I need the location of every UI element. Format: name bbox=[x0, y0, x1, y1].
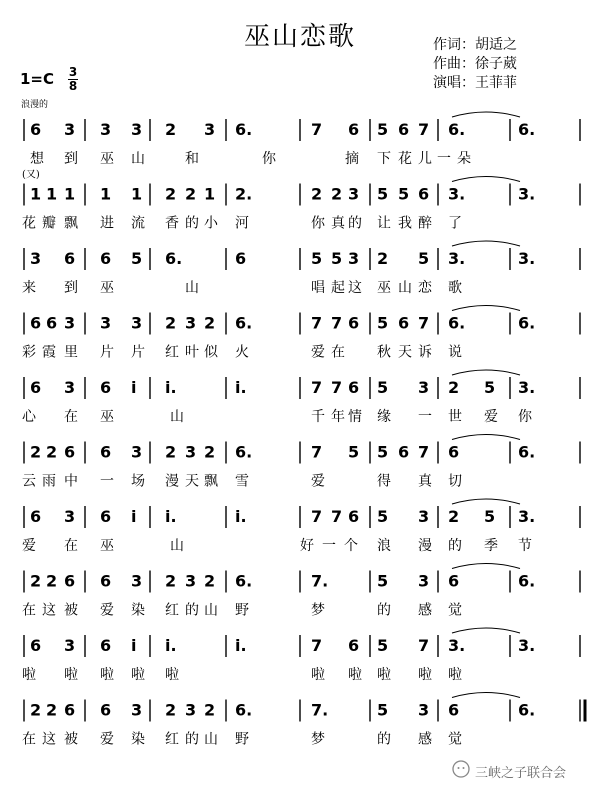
tie-slur bbox=[452, 306, 520, 311]
lyric-character: 感 bbox=[418, 602, 432, 619]
note: 2 bbox=[204, 571, 216, 591]
tempo-marking: 浪漫的 bbox=[21, 100, 49, 110]
note: 6 bbox=[30, 313, 42, 333]
lyric-character: 觉 bbox=[448, 602, 462, 619]
lyric-character: 巫 bbox=[100, 538, 114, 554]
meter-top: 3 bbox=[68, 65, 78, 79]
lyric-character: 让 bbox=[377, 215, 391, 232]
note: 3 bbox=[131, 571, 143, 591]
note: 3. bbox=[448, 636, 466, 655]
lyric-character: 好 bbox=[300, 538, 314, 554]
note: 6. bbox=[235, 442, 253, 462]
lyric-character: 想 bbox=[30, 151, 44, 167]
lyric-character: 啦 bbox=[100, 667, 114, 683]
lyric-character: 山 bbox=[204, 731, 218, 748]
note: 5 bbox=[377, 571, 389, 591]
lyric-character: 你 bbox=[262, 151, 276, 167]
note: 7 bbox=[418, 442, 430, 462]
note: 5 bbox=[377, 313, 389, 333]
note: 3 bbox=[348, 249, 360, 268]
lyric-character: 啦 bbox=[448, 667, 462, 683]
note: i bbox=[131, 507, 137, 526]
lyric-character: 进 bbox=[100, 215, 114, 232]
note: 5 bbox=[377, 184, 389, 204]
note: 3 bbox=[64, 313, 76, 333]
note: 7 bbox=[331, 507, 343, 526]
note: 5 bbox=[131, 249, 143, 268]
note: 3 bbox=[100, 120, 112, 139]
meter-bottom: 8 bbox=[68, 79, 78, 93]
note: 2 bbox=[165, 184, 177, 204]
note: 3 bbox=[131, 120, 143, 139]
lyric-character: 一 bbox=[100, 473, 114, 490]
note: 6 bbox=[30, 636, 42, 655]
lyric-character: 巫 bbox=[377, 280, 391, 296]
note: 2 bbox=[448, 378, 460, 397]
note: 3 bbox=[185, 571, 197, 591]
note: 6 bbox=[448, 571, 460, 591]
lyric-character: 巫 bbox=[100, 409, 114, 425]
lyric-character: 啦 bbox=[418, 667, 432, 683]
lyric-character: 啦 bbox=[131, 667, 145, 683]
note: 6. bbox=[448, 313, 466, 333]
lyric-character: 了 bbox=[448, 215, 462, 232]
note: 3 bbox=[131, 700, 143, 720]
lyric-character: 啦 bbox=[165, 667, 179, 683]
note: 3 bbox=[204, 120, 216, 139]
note: 6. bbox=[165, 249, 183, 268]
note: 3 bbox=[131, 313, 143, 333]
note: 3 bbox=[64, 636, 76, 655]
lyric-character: 香 bbox=[165, 215, 179, 232]
lyric-character: 山 bbox=[131, 151, 145, 167]
lyric-character: 在 bbox=[64, 409, 78, 425]
note: 6 bbox=[64, 442, 76, 462]
note: 6. bbox=[235, 700, 253, 720]
note: 6 bbox=[30, 378, 42, 397]
lyric-character: 梦 bbox=[311, 731, 325, 748]
note: 2 bbox=[30, 700, 42, 720]
note: 7 bbox=[311, 442, 323, 462]
note: 6 bbox=[418, 184, 430, 204]
lyric-character: 被 bbox=[64, 731, 78, 748]
note: 2 bbox=[204, 313, 216, 333]
lyric-character: 切 bbox=[448, 473, 462, 490]
lyric-character: 花 bbox=[22, 215, 36, 232]
note: 6 bbox=[100, 378, 112, 397]
note: 7 bbox=[418, 120, 430, 139]
lyric-character: 来 bbox=[22, 280, 36, 296]
note: 3 bbox=[348, 184, 360, 204]
note: 5 bbox=[398, 184, 410, 204]
note: 3 bbox=[185, 442, 197, 462]
note: 7. bbox=[311, 571, 329, 591]
lyric-character: 天 bbox=[185, 473, 199, 490]
lyric-character: 觉 bbox=[448, 731, 462, 748]
lyric-character: 千 bbox=[311, 409, 325, 425]
note: 6 bbox=[448, 700, 460, 720]
note: 6. bbox=[235, 120, 253, 139]
note: 2 bbox=[204, 442, 216, 462]
lyric-character: 飘 bbox=[64, 215, 78, 232]
lyric-character: 片 bbox=[131, 344, 145, 361]
lyric-character: 下 bbox=[377, 151, 391, 167]
lyric-character: 起 bbox=[331, 280, 345, 296]
lyric-character: 歌 bbox=[448, 280, 462, 296]
lyric-character: 啦 bbox=[377, 667, 391, 683]
lyric-character: 的 bbox=[185, 215, 199, 232]
tie-slur bbox=[452, 241, 520, 246]
note: 6. bbox=[235, 571, 253, 591]
key-signature: 1=C bbox=[20, 70, 55, 88]
note: 3. bbox=[518, 507, 536, 526]
note: 5 bbox=[484, 378, 496, 397]
lyric-character: 感 bbox=[418, 731, 432, 748]
note: 6 bbox=[100, 442, 112, 462]
singer-credit: 演唱：王菲菲 bbox=[433, 75, 517, 91]
tie-slur bbox=[452, 499, 520, 504]
note: 6 bbox=[64, 700, 76, 720]
lyric-character: 在 bbox=[22, 602, 36, 619]
note: 6. bbox=[518, 700, 536, 720]
lyric-character: 这 bbox=[42, 731, 56, 748]
lyric-character: 唱 bbox=[311, 280, 325, 296]
note: 3. bbox=[518, 184, 536, 204]
note: 6 bbox=[64, 571, 76, 591]
lyric-character: 的 bbox=[448, 538, 462, 554]
lyric-character: 啦 bbox=[348, 667, 362, 683]
note: 3 bbox=[418, 571, 430, 591]
wechat-logo-icon bbox=[452, 760, 470, 778]
lyricist-credit: 作词：胡适之 bbox=[433, 37, 517, 53]
lyric-character: 爱 bbox=[100, 731, 114, 748]
note: i. bbox=[235, 378, 247, 397]
note: 5 bbox=[348, 442, 360, 462]
note: 7 bbox=[311, 313, 323, 333]
note: 1 bbox=[100, 184, 112, 204]
note: i. bbox=[165, 378, 177, 397]
note: 5 bbox=[484, 507, 496, 526]
note: 7 bbox=[311, 120, 323, 139]
note: 7 bbox=[418, 636, 430, 655]
note: 6 bbox=[100, 636, 112, 655]
tie-slur bbox=[452, 112, 520, 117]
lyric-character: 山 bbox=[170, 538, 184, 554]
tie-slur bbox=[452, 370, 520, 375]
lyric-character: 这 bbox=[348, 280, 362, 296]
lyric-character: 爱 bbox=[22, 538, 36, 554]
lyric-character: 真 bbox=[331, 215, 345, 232]
lyric-character: 流 bbox=[131, 215, 145, 232]
repeat-mark: (又) bbox=[22, 169, 40, 181]
note: i. bbox=[165, 507, 177, 526]
note: 2 bbox=[46, 571, 58, 591]
lyric-character: 诉 bbox=[418, 344, 432, 361]
note: 6. bbox=[518, 442, 536, 462]
tie-slur bbox=[452, 628, 520, 633]
lyric-character: 在 bbox=[331, 344, 345, 361]
lyric-character: 季 bbox=[484, 538, 498, 554]
note: 6 bbox=[348, 120, 360, 139]
lyric-character: 摘 bbox=[345, 151, 359, 167]
note: i. bbox=[235, 507, 247, 526]
note: 7 bbox=[418, 313, 430, 333]
lyric-character: 一 bbox=[322, 538, 336, 554]
lyric-character: 火 bbox=[235, 344, 249, 361]
tie-slur bbox=[452, 564, 520, 569]
lyric-character: 的 bbox=[377, 731, 391, 748]
lyric-character: 染 bbox=[131, 731, 145, 748]
tie-slur bbox=[452, 177, 520, 182]
lyric-character: 爱 bbox=[311, 473, 325, 490]
note: 2 bbox=[311, 184, 323, 204]
note: 2 bbox=[46, 442, 58, 462]
note: 1 bbox=[131, 184, 143, 204]
lyric-character: 漫 bbox=[165, 473, 179, 490]
tie-slur bbox=[452, 435, 520, 440]
lyric-character: 你 bbox=[518, 409, 532, 425]
note: 7 bbox=[331, 313, 343, 333]
note: 5 bbox=[311, 249, 323, 268]
note: 3. bbox=[448, 249, 466, 268]
lyric-character: 儿 bbox=[418, 151, 432, 167]
lyric-character: 啦 bbox=[311, 667, 325, 683]
lyric-character: 的 bbox=[185, 602, 199, 619]
lyric-character: 野 bbox=[235, 602, 249, 619]
note: 3 bbox=[64, 507, 76, 526]
note: 2 bbox=[30, 571, 42, 591]
lyric-character: 世 bbox=[448, 409, 462, 425]
note: 2 bbox=[165, 313, 177, 333]
lyric-character: 的 bbox=[185, 731, 199, 748]
note: 2 bbox=[165, 442, 177, 462]
note: 5 bbox=[418, 249, 430, 268]
note: 6 bbox=[448, 442, 460, 462]
note: 6. bbox=[518, 120, 536, 139]
lyric-character: 云 bbox=[22, 473, 36, 490]
lyric-character: 爱 bbox=[484, 409, 498, 425]
note: 3 bbox=[64, 378, 76, 397]
note: 2 bbox=[165, 120, 177, 139]
lyric-character: 在 bbox=[22, 731, 36, 748]
note: 6 bbox=[100, 507, 112, 526]
note: 6 bbox=[30, 507, 42, 526]
note: 3 bbox=[185, 700, 197, 720]
note: 5 bbox=[377, 507, 389, 526]
lyric-character: 山 bbox=[398, 280, 412, 296]
lyric-character: 到 bbox=[64, 151, 78, 167]
note: 2 bbox=[46, 700, 58, 720]
note: 2 bbox=[377, 249, 389, 268]
lyric-character: 醉 bbox=[418, 215, 432, 232]
lyric-character: 的 bbox=[348, 215, 362, 232]
note: 2 bbox=[448, 507, 460, 526]
lyric-character: 秋 bbox=[377, 344, 391, 361]
note: 3 bbox=[418, 507, 430, 526]
lyric-character: 红 bbox=[165, 602, 179, 619]
note: 1 bbox=[46, 184, 58, 204]
lyric-character: 红 bbox=[165, 344, 179, 361]
note: 3. bbox=[518, 378, 536, 397]
lyric-character: 片 bbox=[100, 344, 114, 361]
lyric-character: 小 bbox=[204, 215, 218, 232]
note: 7 bbox=[331, 378, 343, 397]
note: 6. bbox=[518, 313, 536, 333]
note: 2 bbox=[185, 184, 197, 204]
lyric-character: 场 bbox=[131, 473, 145, 490]
lyric-character: 叶 bbox=[185, 344, 199, 361]
lyric-character: 啦 bbox=[64, 667, 78, 683]
note: 6 bbox=[398, 313, 410, 333]
lyric-character: 山 bbox=[185, 280, 199, 296]
note: 3. bbox=[518, 249, 536, 268]
note: i bbox=[131, 378, 137, 397]
lyric-character: 节 bbox=[518, 538, 532, 554]
lyric-character: 山 bbox=[170, 409, 184, 425]
lyric-character: 恋 bbox=[418, 280, 432, 296]
note: 3 bbox=[418, 700, 430, 720]
note: 5 bbox=[377, 700, 389, 720]
lyric-character: 霞 bbox=[42, 344, 56, 361]
note: 7 bbox=[311, 378, 323, 397]
note: 1 bbox=[64, 184, 76, 204]
lyric-character: 梦 bbox=[311, 602, 325, 619]
note: 5 bbox=[377, 442, 389, 462]
lyric-character: 缘 bbox=[377, 409, 391, 425]
lyric-character: 巫 bbox=[100, 280, 114, 296]
note: 7 bbox=[311, 507, 323, 526]
note: i. bbox=[165, 636, 177, 655]
note: 1 bbox=[204, 184, 216, 204]
note: 3 bbox=[131, 442, 143, 462]
note: i bbox=[131, 636, 137, 655]
note: 2 bbox=[204, 700, 216, 720]
lyric-character: 天 bbox=[398, 344, 412, 361]
note: 6 bbox=[348, 636, 360, 655]
lyric-character: 得 bbox=[377, 473, 391, 490]
note: 6 bbox=[46, 313, 58, 333]
note: 6 bbox=[348, 378, 360, 397]
lyric-character: 里 bbox=[64, 344, 78, 361]
lyric-character: 在 bbox=[64, 538, 78, 554]
lyric-character: 似 bbox=[204, 344, 218, 361]
note: 3 bbox=[185, 313, 197, 333]
lyric-character: 真 bbox=[418, 473, 432, 490]
note: 7 bbox=[311, 636, 323, 655]
note: 6 bbox=[398, 120, 410, 139]
lyric-character: 染 bbox=[131, 602, 145, 619]
lyric-character: 彩 bbox=[22, 344, 36, 361]
note: 5 bbox=[377, 378, 389, 397]
lyric-character: 巫 bbox=[100, 151, 114, 167]
note: 3. bbox=[448, 184, 466, 204]
note: 6 bbox=[100, 249, 112, 268]
note: 6 bbox=[100, 571, 112, 591]
note: 3 bbox=[100, 313, 112, 333]
note: 1 bbox=[30, 184, 42, 204]
note: 6. bbox=[448, 120, 466, 139]
lyric-character: 山 bbox=[204, 602, 218, 619]
lyric-character: 爱 bbox=[100, 602, 114, 619]
note: 6 bbox=[235, 249, 247, 268]
note: 6 bbox=[348, 507, 360, 526]
lyric-character: 你 bbox=[311, 215, 325, 232]
note: 2 bbox=[165, 571, 177, 591]
lyric-character: 和 bbox=[185, 151, 199, 167]
note: 6 bbox=[64, 249, 76, 268]
note: 5 bbox=[377, 636, 389, 655]
lyric-character: 飘 bbox=[204, 473, 218, 490]
lyric-character: 说 bbox=[448, 344, 462, 361]
note: 6. bbox=[518, 571, 536, 591]
lyric-character: 朵 bbox=[457, 151, 471, 167]
composer-credit: 作曲：徐子葳 bbox=[433, 56, 517, 72]
lyric-character: 一 bbox=[418, 409, 432, 425]
lyric-character: 的 bbox=[377, 602, 391, 619]
lyric-character: 这 bbox=[42, 602, 56, 619]
lyric-character: 年 bbox=[331, 409, 345, 425]
note: 2 bbox=[165, 700, 177, 720]
note: 6 bbox=[30, 120, 42, 139]
lyric-character: 被 bbox=[64, 602, 78, 619]
lyric-character: 个 bbox=[344, 538, 358, 554]
lyric-character: 漫 bbox=[418, 538, 432, 554]
lyric-character: 啦 bbox=[22, 667, 36, 683]
lyric-character: 爱 bbox=[311, 344, 325, 361]
note: 2. bbox=[235, 184, 253, 204]
lyric-character: 心 bbox=[22, 409, 36, 425]
lyric-character: 到 bbox=[64, 280, 78, 296]
lyric-character: 瓣 bbox=[42, 215, 56, 232]
note: 5 bbox=[377, 120, 389, 139]
note: 3 bbox=[418, 378, 430, 397]
lyric-character: 一 bbox=[437, 151, 451, 167]
note: 7. bbox=[311, 700, 329, 720]
lyric-character: 野 bbox=[235, 731, 249, 748]
lyric-character: 浪 bbox=[377, 538, 391, 554]
note: 6 bbox=[348, 313, 360, 333]
lyric-character: 红 bbox=[165, 731, 179, 748]
note: 5 bbox=[331, 249, 343, 268]
lyric-character: 花 bbox=[398, 151, 412, 167]
song-title: 巫山恋歌 bbox=[243, 22, 356, 52]
note: 3 bbox=[64, 120, 76, 139]
note: 6 bbox=[100, 700, 112, 720]
lyric-character: 情 bbox=[348, 409, 362, 425]
note: 6 bbox=[398, 442, 410, 462]
lyric-character: 雪 bbox=[235, 473, 249, 490]
note: 3 bbox=[30, 249, 42, 268]
lyric-character: 河 bbox=[235, 215, 249, 232]
lyric-character: 我 bbox=[398, 215, 412, 232]
note: i. bbox=[235, 636, 247, 655]
note: 3. bbox=[518, 636, 536, 655]
lyric-character: 雨 bbox=[42, 473, 56, 490]
tie-slur bbox=[452, 693, 520, 698]
note: 2 bbox=[331, 184, 343, 204]
note: 6. bbox=[235, 313, 253, 333]
note: 2 bbox=[30, 442, 42, 462]
lyric-character: 中 bbox=[64, 473, 78, 490]
watermark-text: 三峡之子联合会 bbox=[475, 766, 567, 781]
